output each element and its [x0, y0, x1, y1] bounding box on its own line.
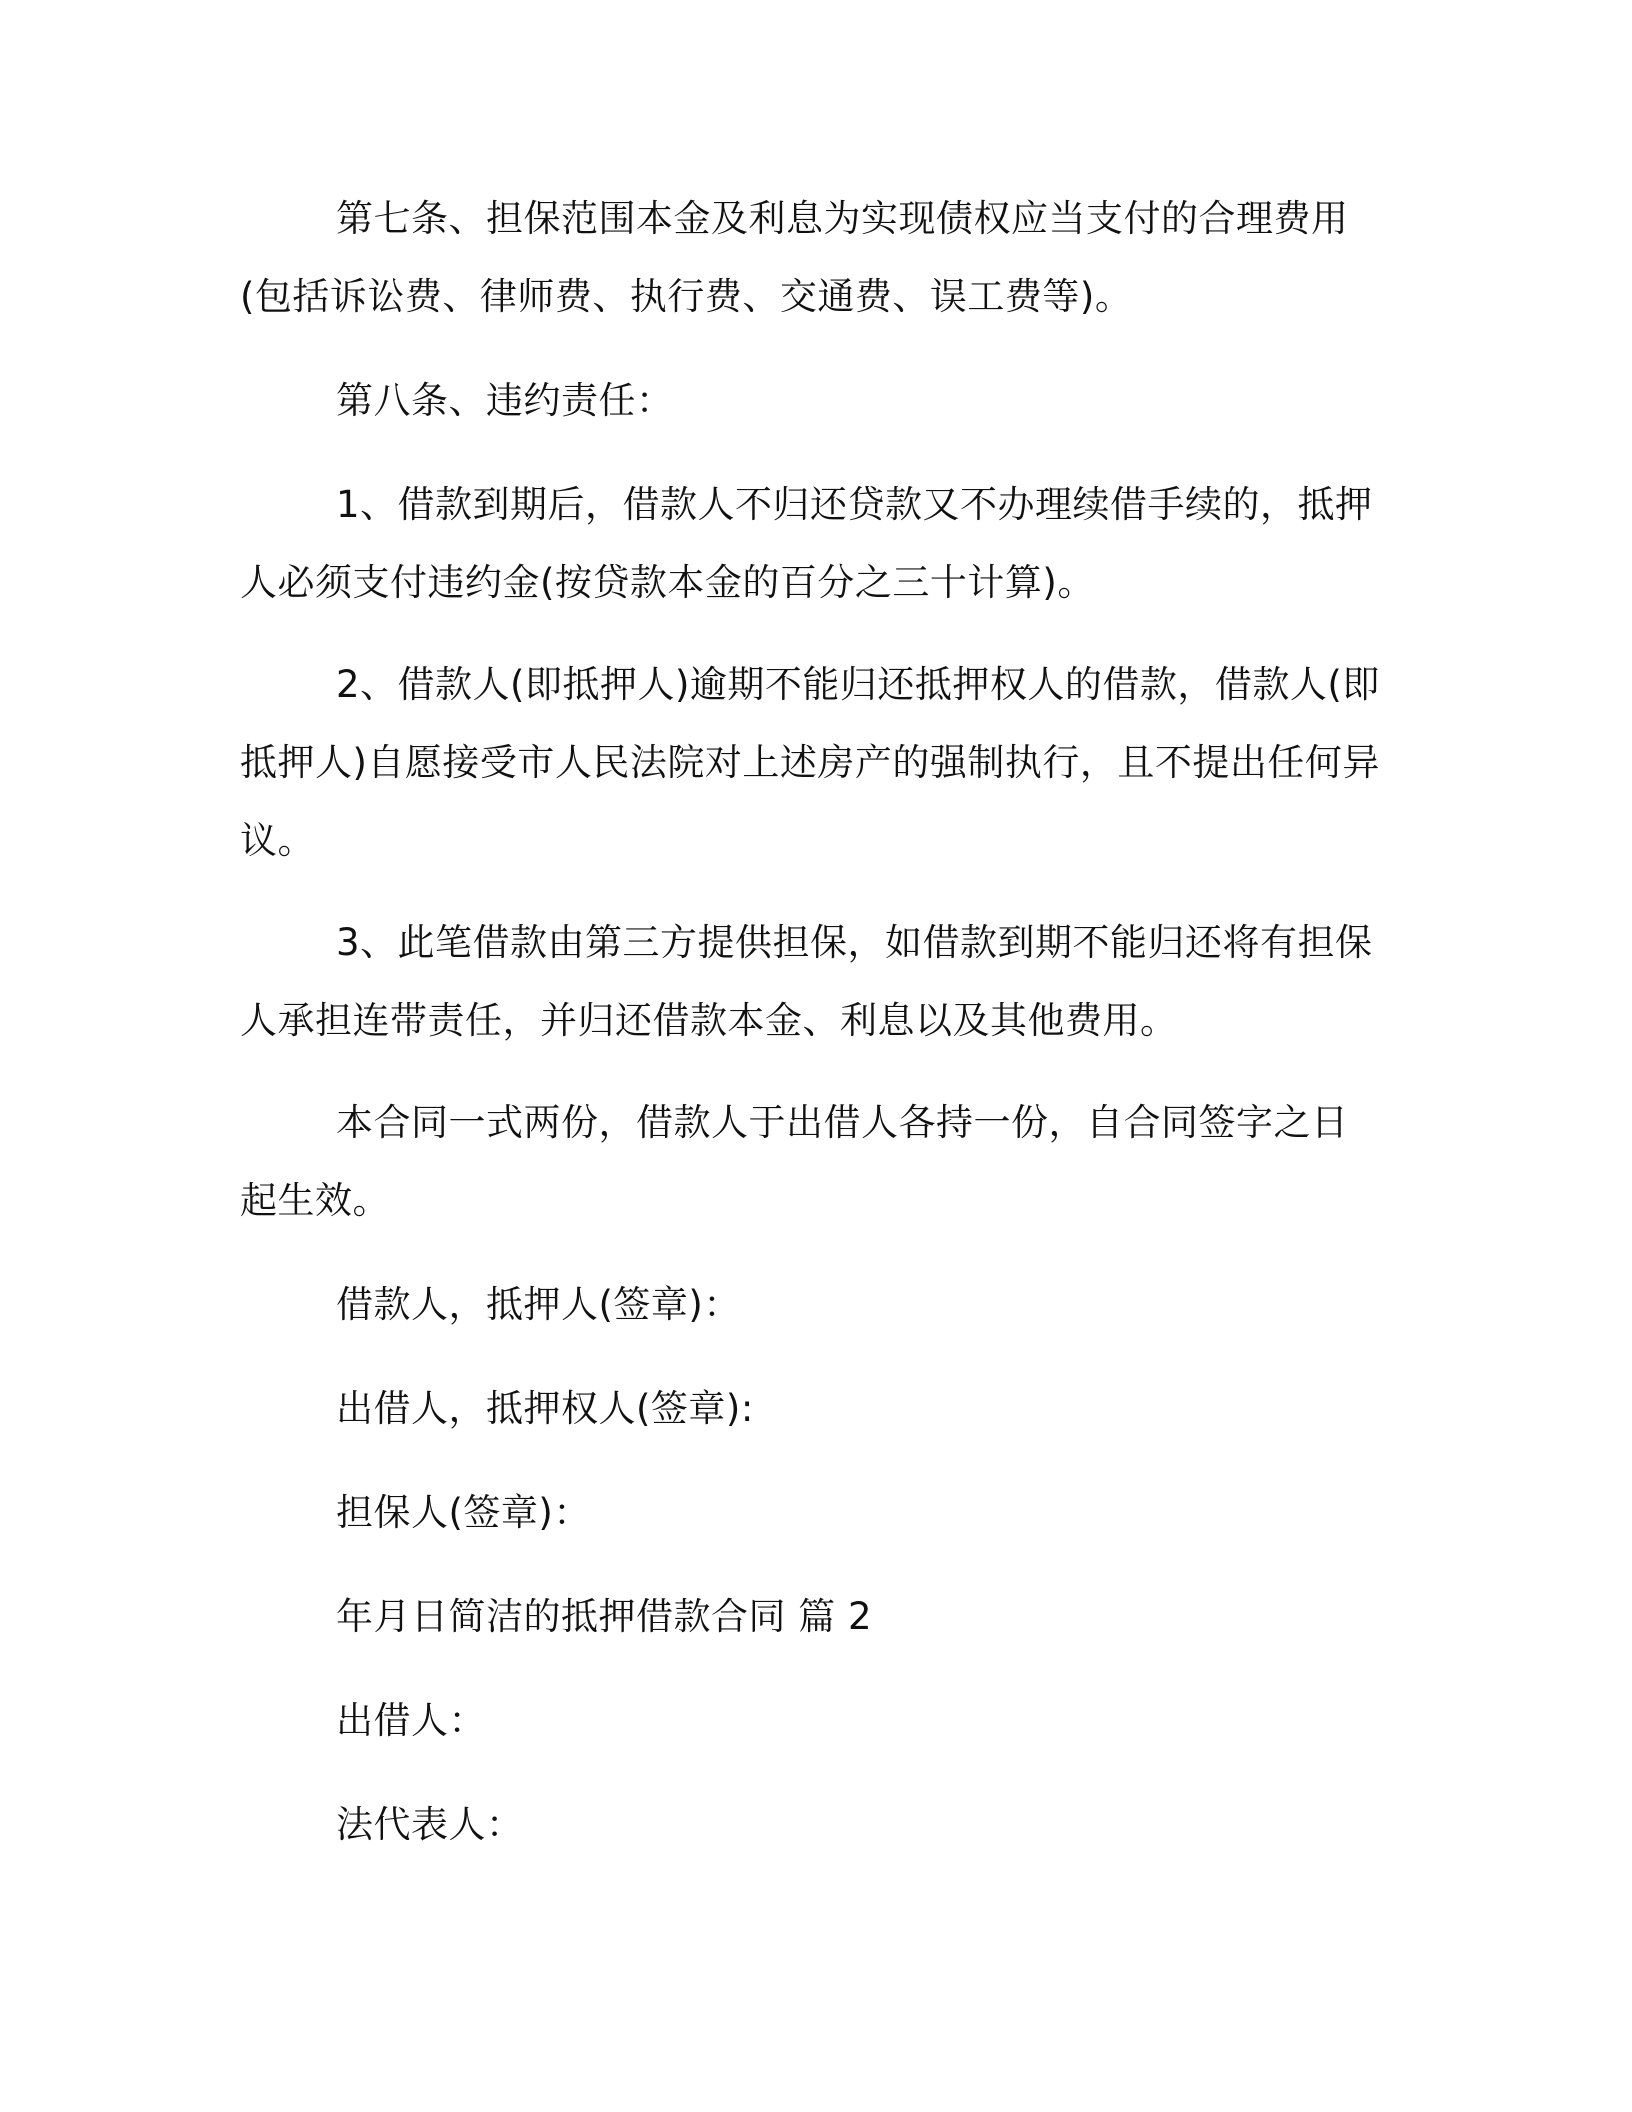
- paragraph-clause-1: 1、借款到期后，借款人不归还贷款又不办理续借手续的，抵押人必须支付违约金(按贷款本金的百分之三十计算)。: [240, 483, 1373, 604]
- paragraph-article-7: 第七条、担保范围本金及利息为实现债权应当支付的合理费用(包括诉讼费、律师费、执行费、交通费、误工费等)。: [240, 197, 1349, 318]
- field-legal-representative: 法代表人：: [336, 1803, 524, 1846]
- paragraph-copies: 本合同一式两份，借款人于出借人各持一份，自合同签字之日起生效。: [240, 1101, 1349, 1222]
- field-lender: 出借人：: [336, 1699, 486, 1742]
- paragraph-clause-3: 3、此笔借款由第三方提供担保，如借款到期不能归还将有担保人承担连带责任，并归还借款本金、利息以及其他费用。: [240, 921, 1373, 1042]
- section-title-part-2: 年月日简洁的抵押借款合同 篇 2: [336, 1595, 873, 1638]
- signature-guarantor: 担保人(签章)：: [336, 1491, 591, 1534]
- paragraph-article-8-heading: 第八条、违约责任：: [336, 379, 674, 422]
- signature-lender: 出借人，抵押权人(签章):: [336, 1387, 754, 1430]
- paragraph-clause-2: 2、借款人(即抵押人)逾期不能归还抵押权人的借款，借款人(即抵押人)自愿接受市人民法院对上述房产的强制执行，且不提出任何异议。: [240, 663, 1380, 862]
- signature-borrower: 借款人，抵押人(签章)：: [336, 1283, 741, 1326]
